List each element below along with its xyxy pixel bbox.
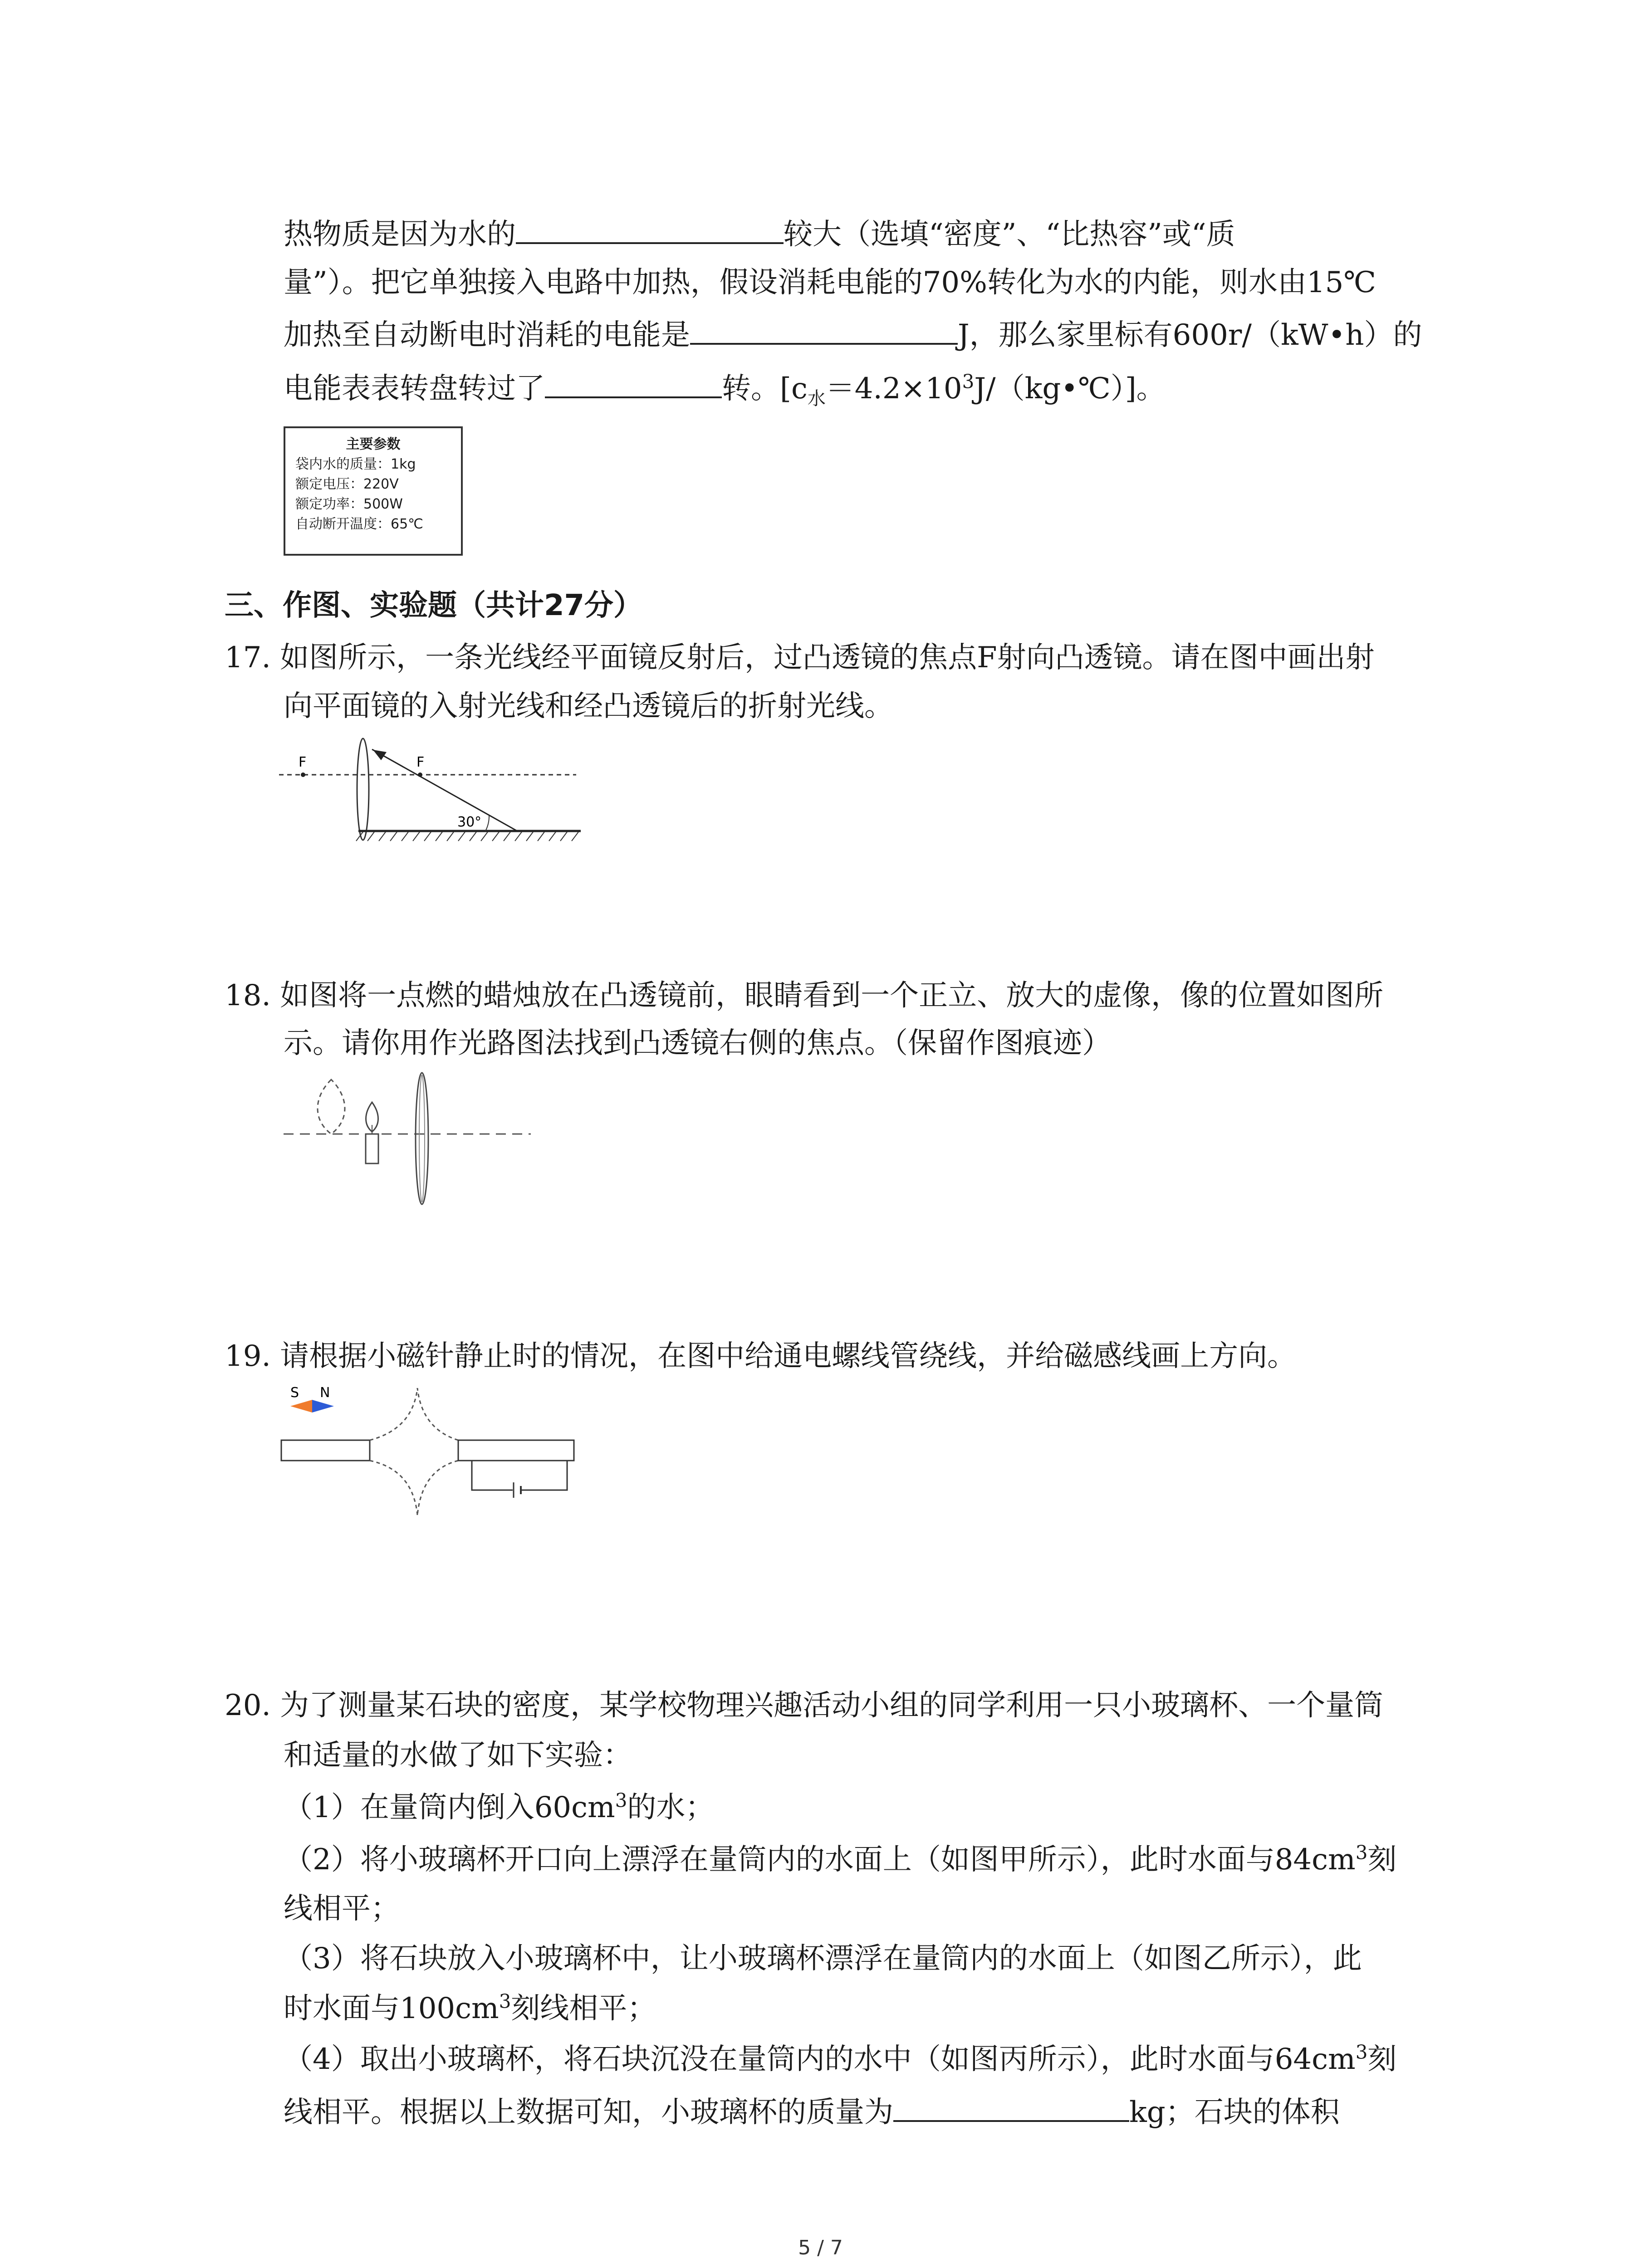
q20-step-3-cont [284, 1990, 656, 2027]
compass-label-s: S [290, 1385, 299, 1401]
q16-text-1b: 较大（选填“密度”、“比热容”或“质 [784, 218, 1235, 251]
angle-label: 30° [457, 814, 482, 830]
field-line-upper [370, 1388, 417, 1440]
q17-figure [272, 735, 590, 848]
q20-step1-sup: 3 [615, 1789, 627, 1812]
field-line-lower [370, 1461, 417, 1515]
q16-text-2: 量”）。把它单独接入电路中加热，假设消耗电能的70%转化为水的内能，则水由15℃ [284, 266, 1376, 299]
q17-text-2: 向平面镜的入射光线和经凸透镜后的折射光线。 [284, 689, 893, 723]
q16-text-4d: J/（kg•℃）]。 [974, 372, 1166, 406]
q20-step3-a: （3）将石块放入小玻璃杯中，让小玻璃杯漂浮在量筒内的水面上（如图乙所示），此 [284, 1942, 1362, 1975]
q20-step2-sup: 3 [1355, 1841, 1368, 1864]
q16-text-3a: 加热至自动断电时消耗的电能是 [284, 318, 690, 352]
q19-figure [277, 1379, 622, 1529]
virtual-flame-image [318, 1080, 345, 1134]
q20-line-1 [225, 1687, 1383, 1724]
section-3-title: 三、作图、实验题（共计27分） [225, 589, 643, 622]
q20-step-3 [284, 1941, 1362, 1977]
q20-text-1: 20. 为了测量某石块的密度，某学校物理兴趣活动小组的同学利用一只小玻璃杯、一个量筒 [225, 1689, 1384, 1722]
focus-point-right [418, 772, 422, 777]
focus-label-right: F [416, 754, 425, 770]
q20-step3-b1: 时水面与100cm [284, 1992, 499, 2025]
q16-sub-water: 水 [807, 388, 826, 409]
parameters-box [284, 426, 463, 556]
field-line-lower-right [417, 1461, 458, 1515]
q16-sup-3: 3 [962, 370, 975, 393]
q20-step1-a: （1）在量筒内倒入60cm [284, 1791, 615, 1824]
param-row: 自动断开温度：65℃ [295, 516, 423, 532]
solenoid [458, 1440, 574, 1461]
q16-line-2 [284, 264, 1376, 301]
page-number: 5 / 7 [798, 2236, 843, 2259]
param-row: 袋内水的质量：1kg [295, 456, 416, 472]
q20-step-4-cont [284, 2092, 1340, 2131]
q20-step4-sup: 3 [1355, 2041, 1368, 2063]
q20-step4-c1: 线相平。根据以上数据可知，小玻璃杯的质量为 [284, 2096, 893, 2129]
q18-line-2 [284, 1025, 1111, 1061]
q16-text-3b: J，那么家里标有600r/（kW•h）的 [958, 318, 1422, 352]
compass-needle-s [290, 1400, 312, 1413]
q19-line-1 [225, 1338, 1296, 1374]
candle-body [366, 1134, 378, 1163]
q20-step3-sup: 3 [499, 1990, 511, 2013]
q18-text-1: 18. 如图将一点燃的蜡烛放在凸透镜前，眼睛看到一个正立、放大的虚像，像的位置如图所 [225, 979, 1384, 1012]
convex-lens-inner [419, 1075, 425, 1202]
q20-step2-a: （2）将小玻璃杯开口向上漂浮在量筒内的水面上（如图甲所示），此时水面与84cm [284, 1843, 1356, 1877]
q16-text-1a: 热物质是因为水的 [284, 218, 516, 251]
field-line-upper-right [417, 1388, 458, 1440]
q16-line-1 [284, 214, 1235, 253]
answer-blank-heat-property[interactable] [516, 214, 784, 244]
mirror-hatching [356, 832, 578, 841]
reflected-ray [372, 749, 517, 831]
angle-arc [485, 816, 489, 831]
q17-text-1: 17. 如图所示，一条光线经平面镜反射后，过凸透镜的焦点F射向凸透镜。请在图中画出射 [225, 641, 1375, 675]
q20-step1-b: 的水； [627, 1791, 715, 1824]
q20-step-2 [284, 1842, 1396, 1878]
parameters-title: 主要参数 [346, 436, 401, 452]
q18-text-2: 示。请你用作光路图法找到凸透镜右侧的焦点。（保留作图痕迹） [284, 1026, 1111, 1060]
q17-line-1 [225, 640, 1375, 676]
param-row: 额定电压：220V [295, 476, 399, 492]
answer-blank-revolutions[interactable] [545, 368, 722, 398]
q16-line-4 [284, 368, 1166, 407]
q20-step-4 [284, 2041, 1396, 2077]
convex-lens [416, 1073, 428, 1204]
q20-text-2: 和适量的水做了如下实验： [284, 1739, 632, 1772]
q19-text-1: 19. 请根据小磁针静止时的情况，在图中给通电螺线管绕线，并给磁感线画上方向。 [225, 1339, 1297, 1373]
compass-needle-n [312, 1400, 334, 1413]
section-3-heading [225, 587, 642, 624]
q20-step4-a: （4）取出小玻璃杯，将石块沉没在量筒内的水中（如图丙所示），此时水面与64cm [284, 2043, 1356, 2076]
q20-step-2-cont [284, 1891, 400, 1927]
q20-step2-b: 刻 [1367, 1843, 1397, 1877]
q16-text-4c: ＝4.2×10 [825, 372, 962, 406]
q16-line-3 [284, 315, 1422, 353]
param-row: 额定功率：500W [295, 496, 403, 512]
q18-figure [277, 1070, 540, 1234]
q20-step4-b: 刻 [1367, 2043, 1397, 2076]
q17-line-2 [284, 688, 893, 724]
arrow-head-icon [373, 750, 387, 760]
focus-label-left: F [299, 754, 307, 770]
q20-step4-c2: kg；石块的体积 [1129, 2096, 1340, 2129]
focus-point-left [301, 772, 305, 777]
convex-lens [357, 738, 369, 840]
answer-blank-energy[interactable] [690, 315, 958, 345]
q18-line-1 [225, 978, 1383, 1014]
q16-text-4b: 转。[c [722, 372, 808, 406]
q20-step2-c: 线相平； [284, 1892, 400, 1926]
compass-label-n: N [320, 1385, 330, 1401]
bar-magnet [281, 1440, 370, 1461]
q20-step3-b2: 刻线相平； [511, 1992, 656, 2025]
q16-text-4a: 电能表表转盘转过了 [284, 372, 545, 406]
solenoid-circuit-wire [472, 1461, 567, 1490]
q20-step-1 [284, 1789, 714, 1826]
answer-blank-cup-mass[interactable] [893, 2092, 1129, 2122]
q20-line-2 [284, 1737, 632, 1774]
